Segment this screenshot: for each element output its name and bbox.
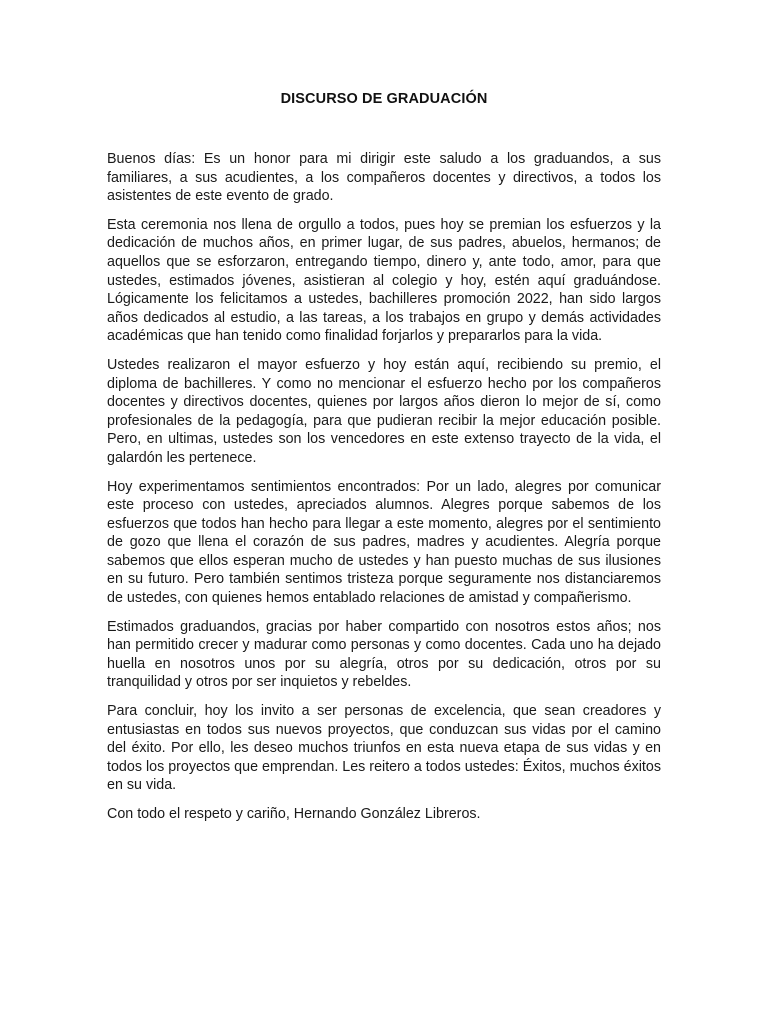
paragraph-conclusion: Para concluir, hoy los invito a ser personas de excelencia, que sean creadores y entusiastas en todos sus nuevos proyectos, que conduzcan sus vidas por el camino del éxito. Por ello, les deseo muchos triunfos en esta nueva etapa de sus vidas y en todos los proyectos que emprendan. Les reitero a todos ustedes: Éxitos, muchos éxitos en su vida. (107, 703, 661, 794)
paragraph-ceremony: Esta ceremonia nos llena de orgullo a todos, pues hoy se premian los esfuerzos y la dedicación de muchos años, en primer lugar, de sus padres, abuelos, hermanos; de aquellos que se esforzaron, entregando tiempo, dinero y, ante todo, amor, para que ustedes, estimados jóvenes, asistieran al colegio y hoy, estén aquí graduándose. Lógicamente los felicitamos a ustedes, bachilleres promoción 2022, han sido largos años dedicados al estudio, a las tareas, a los trabajos en grupo y demás actividades académicas que han tenido como finalidad forjarlos y prepararlos para la vida. (107, 216, 661, 345)
paragraph-thanks: Estimados graduandos, gracias por haber compartido con nosotros estos años; nos han permitido crecer y madurar como personas y como docentes. Cada uno ha dejado huella en nosotros unos por su alegría, otros por su dedicación, otros por su tranquilidad y otros por ser inquietos y rebeldes. (107, 618, 661, 691)
document-title: DISCURSO DE GRADUACIÓN (280, 91, 488, 107)
paragraph-feelings: Hoy experimentamos sentimientos encontrados: Por un lado, alegres por comunicar este proceso con ustedes, apreciados alumnos. Alegres porque sabemos de los esfuerzos que todos han hecho para llegar a este momento, alegres por el sentimiento de gozo que llena el corazón de sus padres, madres y acudientes. Alegría porque sabemos que ellos esperan mucho de ustedes y han puesto muchas de sus ilusiones en su futuro. Pero también sentimos tristeza porque seguramente nos distanciaremos de ustedes, con quienes hemos entablado relaciones de amistad y compañerismo. (107, 478, 661, 607)
document-body (107, 150, 661, 834)
paragraph-signature: Con todo el respeto y cariño, Hernando González Libreros. (107, 806, 481, 822)
paragraph-effort: Ustedes realizaron el mayor esfuerzo y hoy están aquí, recibiendo su premio, el diploma de bachilleres. Y como no mencionar el esfuerzo hecho por los compañeros docentes y directivos docentes, quienes por largos años dieron lo mejor de sí, como profesionales de la pedagogía, para que pudieran recibir la mejor educación posible. Pero, en ultimas, ustedes son los vencedores en este extenso trayecto de la vida, el galardón les pertenece. (107, 356, 661, 466)
paragraph-greeting: Buenos días: Es un honor para mi dirigir este saludo a los graduandos, a sus familiares, a sus acudientes, a los compañeros docentes y directivos, a todos los asistentes de este evento de grado. (107, 151, 661, 205)
